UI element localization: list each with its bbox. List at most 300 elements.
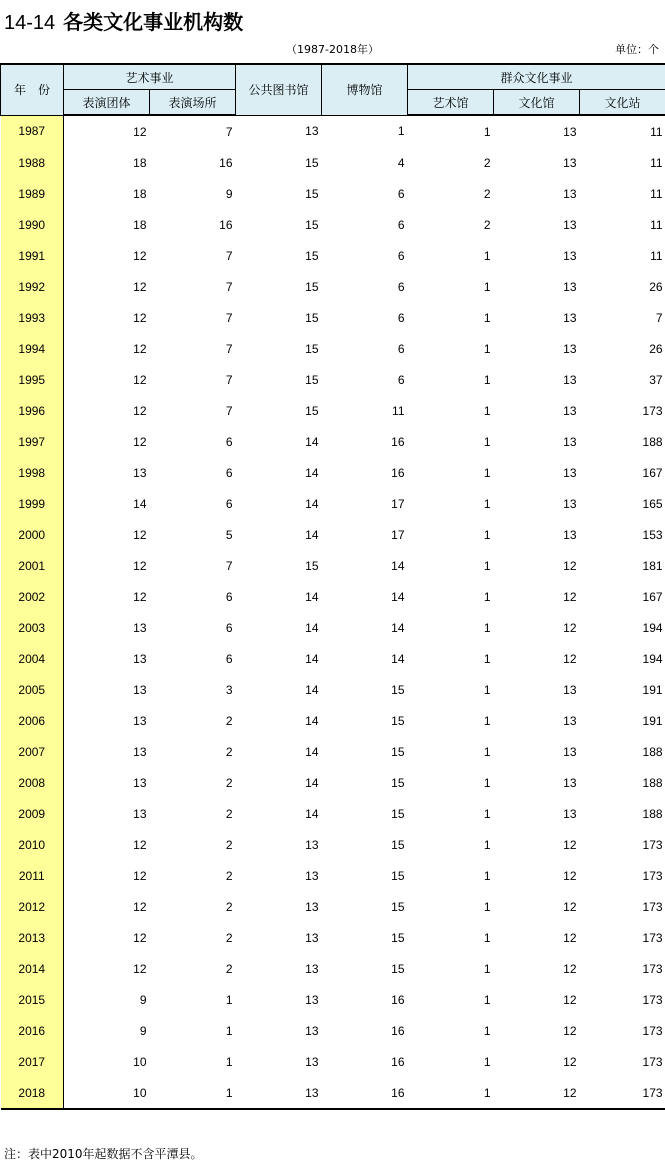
year-cell: 2006: [1, 705, 64, 736]
value-cell: 12: [133, 341, 147, 356]
header-culture-stations: 文化站: [580, 90, 665, 116]
year-range: （1987-2018年）: [286, 43, 379, 56]
value-cell: 14: [305, 713, 319, 728]
value-cell: 2: [225, 899, 233, 914]
table-row: [1, 488, 665, 519]
year-cell: 1991: [1, 240, 64, 271]
value-cell: 17: [391, 496, 405, 511]
value-cell: 12: [563, 1023, 577, 1038]
year-cell: 2013: [1, 922, 64, 953]
table-row: [1, 705, 665, 736]
value-cell: 12: [133, 434, 147, 449]
value-cell: 1: [483, 620, 491, 635]
table-row: [1, 115, 665, 147]
table-row: [1, 178, 665, 209]
table-row: [1, 829, 665, 860]
value-cell: 12: [563, 558, 577, 573]
value-cell: 13: [563, 186, 577, 201]
value-cell: 12: [563, 1054, 577, 1069]
value-cell: 6: [397, 186, 405, 201]
value-cell: 6: [397, 341, 405, 356]
value-cell: 14: [305, 465, 319, 480]
year-cell: 2000: [1, 519, 64, 550]
value-cell: 12: [133, 837, 147, 852]
value-cell: 15: [391, 775, 405, 790]
value-cell: 7: [225, 558, 233, 573]
value-cell: 15: [305, 217, 319, 232]
value-cell: 11: [392, 403, 405, 418]
value-cell: 12: [133, 899, 147, 914]
year-cell: 1999: [1, 488, 64, 519]
year-cell: 1990: [1, 209, 64, 240]
unit-label: 单位：个: [615, 43, 659, 56]
value-cell: 15: [391, 899, 405, 914]
value-cell: 15: [391, 744, 405, 759]
value-cell: 12: [133, 558, 147, 573]
value-cell: 13: [305, 1023, 319, 1038]
value-cell: 2: [225, 806, 233, 821]
value-cell: 188: [642, 775, 663, 790]
header-mass-culture: 群众文化事业: [408, 64, 665, 90]
year-cell: 1988: [1, 147, 64, 178]
value-cell: 12: [563, 589, 577, 604]
value-cell: 1: [225, 1023, 233, 1038]
value-cell: 13: [133, 806, 147, 821]
value-cell: 1: [225, 992, 233, 1007]
value-cell: 12: [133, 279, 147, 294]
value-cell: 6: [397, 372, 405, 387]
table-row: [1, 1015, 665, 1046]
value-cell: 181: [642, 558, 663, 573]
value-cell: 173: [642, 961, 663, 976]
year-cell: 1997: [1, 426, 64, 457]
value-cell: 6: [397, 279, 405, 294]
year-cell: 2010: [1, 829, 64, 860]
value-cell: 167: [642, 465, 663, 480]
table-row: [1, 953, 665, 984]
table-row: [1, 984, 665, 1015]
header-libraries: 公共图书馆: [236, 64, 322, 115]
value-cell: 188: [642, 744, 663, 759]
value-cell: 16: [322, 1077, 408, 1109]
value-cell: 15: [391, 806, 405, 821]
value-cell: 12: [133, 403, 147, 418]
value-cell: 13: [305, 992, 319, 1007]
value-cell: 173: [642, 1023, 663, 1038]
value-cell: 15: [305, 558, 319, 573]
value-cell: 18: [133, 186, 147, 201]
value-cell: 13: [563, 744, 577, 759]
value-cell: 13: [305, 837, 319, 852]
value-cell: 18: [133, 217, 147, 232]
value-cell: 14: [305, 620, 319, 635]
value-cell: 2: [483, 155, 491, 170]
value-cell: 13: [305, 930, 319, 945]
value-cell: 15: [305, 372, 319, 387]
value-cell: 12: [133, 961, 147, 976]
value-cell: 191: [642, 682, 663, 697]
table-header: [1, 64, 665, 115]
table-row: [1, 240, 665, 271]
table-row: [1, 798, 665, 829]
value-cell: 1: [483, 713, 491, 728]
footnote: 注：表中2010年起数据不含平潭县。: [4, 1147, 203, 1161]
value-cell: 13: [236, 1077, 322, 1109]
value-cell: 7: [225, 248, 233, 263]
value-cell: 188: [642, 806, 663, 821]
value-cell: 13: [563, 310, 577, 325]
value-cell: 1: [483, 434, 491, 449]
value-cell: 1: [483, 837, 491, 852]
value-cell: 153: [642, 527, 663, 542]
value-cell: 6: [225, 465, 233, 480]
page-title: [4, 6, 243, 35]
table-row: [1, 643, 665, 674]
value-cell: 13: [563, 434, 577, 449]
value-cell: 1: [483, 868, 491, 883]
table-row: [1, 1046, 665, 1077]
value-cell: 173: [580, 1077, 665, 1109]
value-cell: 14: [391, 651, 405, 666]
year-cell: 1993: [1, 302, 64, 333]
value-cell: 173: [642, 930, 663, 945]
year-cell: 2016: [1, 1015, 64, 1046]
data-table-container: [0, 63, 665, 1110]
year-cell: 2002: [1, 581, 64, 612]
value-cell: 15: [391, 713, 405, 728]
table-body: [1, 115, 665, 1109]
value-cell: 2: [225, 713, 233, 728]
value-cell: 15: [305, 248, 319, 263]
value-cell: 7: [225, 372, 233, 387]
value-cell: 1: [483, 806, 491, 821]
value-cell: 13: [563, 372, 577, 387]
value-cell: 12: [133, 527, 147, 542]
value-cell: 6: [225, 589, 233, 604]
year-cell: 2004: [1, 643, 64, 674]
table-row: [1, 922, 665, 953]
table-row: [1, 271, 665, 302]
value-cell: 9: [225, 186, 233, 201]
value-cell: 14: [305, 744, 319, 759]
value-cell: 26: [649, 279, 663, 294]
value-cell: 1: [483, 775, 491, 790]
value-cell: 1: [483, 682, 491, 697]
value-cell: 2: [225, 775, 233, 790]
value-cell: 1: [483, 341, 491, 356]
value-cell: 6: [225, 496, 233, 511]
value-cell: 1: [225, 1054, 233, 1069]
header-art-halls: 艺术馆: [408, 90, 494, 116]
value-cell: 12: [133, 248, 147, 263]
value-cell: 14: [305, 775, 319, 790]
value-cell: 15: [305, 403, 319, 418]
value-cell: 13: [133, 651, 147, 666]
table-row: [1, 519, 665, 550]
year-cell: 2008: [1, 767, 64, 798]
value-cell: 12: [494, 1077, 580, 1109]
value-cell: 191: [642, 713, 663, 728]
value-cell: 12: [563, 868, 577, 883]
value-cell: 15: [305, 155, 319, 170]
header-culture-halls: 文化馆: [494, 90, 580, 116]
value-cell: 13: [563, 403, 577, 418]
year-cell: 1998: [1, 457, 64, 488]
header-venues: 表演场所: [150, 90, 236, 116]
year-cell: 1994: [1, 333, 64, 364]
value-cell: 13: [563, 341, 577, 356]
value-cell: 12: [133, 589, 147, 604]
value-cell: 12: [133, 310, 147, 325]
value-cell: 2: [225, 744, 233, 759]
year-cell: 2012: [1, 891, 64, 922]
value-cell: 7: [655, 310, 663, 325]
value-cell: 6: [397, 248, 405, 263]
year-cell: 2014: [1, 953, 64, 984]
value-cell: 1: [483, 527, 491, 542]
table-number: 14-14: [4, 12, 56, 34]
value-cell: 14: [305, 434, 319, 449]
value-cell: 6: [225, 620, 233, 635]
value-cell: 16: [391, 1023, 405, 1038]
year-cell: 2001: [1, 550, 64, 581]
value-cell: 13: [563, 124, 577, 139]
table-row: [1, 612, 665, 643]
year-cell: 2015: [1, 984, 64, 1015]
table-row: [1, 891, 665, 922]
year-cell: 1996: [1, 395, 64, 426]
value-cell: 37: [649, 372, 663, 387]
value-cell: 1: [483, 372, 491, 387]
value-cell: 1: [483, 403, 491, 418]
value-cell: 173: [642, 403, 663, 418]
value-cell: 1: [483, 992, 491, 1007]
value-cell: 2: [225, 961, 233, 976]
table-row: [1, 674, 665, 705]
value-cell: 3: [225, 682, 233, 697]
value-cell: 173: [642, 868, 663, 883]
value-cell: 7: [225, 124, 233, 139]
value-cell: 14: [391, 558, 405, 573]
year-cell: 2011: [1, 860, 64, 891]
value-cell: 10: [64, 1077, 150, 1109]
value-cell: 5: [225, 527, 233, 542]
year-cell: 1989: [1, 178, 64, 209]
value-cell: 15: [391, 682, 405, 697]
value-cell: 12: [133, 868, 147, 883]
year-cell: 2009: [1, 798, 64, 829]
value-cell: 1: [483, 496, 491, 511]
value-cell: 13: [133, 744, 147, 759]
header-museums: 博物馆: [322, 64, 408, 115]
value-cell: 7: [225, 341, 233, 356]
value-cell: 15: [305, 341, 319, 356]
value-cell: 12: [563, 651, 577, 666]
value-cell: 13: [133, 775, 147, 790]
value-cell: 12: [133, 124, 147, 139]
value-cell: 13: [305, 1054, 319, 1069]
value-cell: 12: [563, 837, 577, 852]
value-cell: 15: [391, 868, 405, 883]
value-cell: 1: [483, 744, 491, 759]
value-cell: 13: [305, 899, 319, 914]
value-cell: 173: [642, 992, 663, 1007]
value-cell: 12: [563, 992, 577, 1007]
value-cell: 16: [219, 217, 233, 232]
value-cell: 13: [563, 155, 577, 170]
value-cell: 1: [483, 589, 491, 604]
value-cell: 14: [305, 527, 319, 542]
value-cell: 12: [133, 372, 147, 387]
value-cell: 13: [133, 465, 147, 480]
value-cell: 13: [563, 279, 577, 294]
value-cell: 13: [563, 496, 577, 511]
value-cell: 1: [483, 279, 491, 294]
table-row: [1, 426, 665, 457]
year-cell: 2003: [1, 612, 64, 643]
value-cell: 13: [563, 465, 577, 480]
value-cell: 1: [483, 1023, 491, 1038]
value-cell: 7: [225, 403, 233, 418]
value-cell: 12: [563, 620, 577, 635]
value-cell: 173: [642, 899, 663, 914]
value-cell: 1: [150, 1077, 236, 1109]
value-cell: 17: [391, 527, 405, 542]
table-row: [1, 767, 665, 798]
table-title: 各类文化事业机构数: [63, 10, 244, 34]
value-cell: 12: [563, 930, 577, 945]
value-cell: 13: [563, 775, 577, 790]
table-row: [1, 395, 665, 426]
value-cell: 1: [483, 899, 491, 914]
value-cell: 13: [305, 961, 319, 976]
table-row: [1, 147, 665, 178]
value-cell: 173: [642, 1054, 663, 1069]
value-cell: 26: [649, 341, 663, 356]
value-cell: 13: [133, 620, 147, 635]
value-cell: 188: [642, 434, 663, 449]
value-cell: 1: [483, 930, 491, 945]
value-cell: 7: [225, 279, 233, 294]
value-cell: 12: [563, 961, 577, 976]
value-cell: 14: [305, 651, 319, 666]
value-cell: 2: [225, 868, 233, 883]
value-cell: 6: [225, 651, 233, 666]
value-cell: 1: [483, 1054, 491, 1069]
value-cell: 14: [305, 589, 319, 604]
value-cell: 16: [391, 1054, 405, 1069]
header-year: 年 份: [1, 64, 64, 115]
value-cell: 15: [391, 837, 405, 852]
value-cell: 173: [642, 837, 663, 852]
value-cell: 6: [397, 310, 405, 325]
value-cell: 14: [391, 620, 405, 635]
value-cell: 11: [650, 217, 663, 232]
value-cell: 1: [408, 1077, 494, 1109]
data-table: [0, 63, 665, 1110]
value-cell: 194: [642, 651, 663, 666]
value-cell: 9: [139, 1023, 147, 1038]
value-cell: 12: [563, 899, 577, 914]
value-cell: 165: [642, 496, 663, 511]
value-cell: 15: [391, 930, 405, 945]
value-cell: 11: [650, 124, 663, 139]
value-cell: 1: [483, 558, 491, 573]
table-row: [1, 581, 665, 612]
value-cell: 1: [397, 124, 405, 139]
header-troupes: 表演团体: [64, 90, 150, 116]
value-cell: 9: [139, 992, 147, 1007]
table-row: [1, 860, 665, 891]
value-cell: 15: [305, 279, 319, 294]
value-cell: 6: [225, 434, 233, 449]
table-row: [1, 736, 665, 767]
value-cell: 11: [650, 248, 663, 263]
value-cell: 13: [563, 217, 577, 232]
value-cell: 13: [563, 713, 577, 728]
table-row: [1, 302, 665, 333]
year-cell: 2017: [1, 1046, 64, 1077]
value-cell: 18: [133, 155, 147, 170]
value-cell: 14: [305, 806, 319, 821]
value-cell: 14: [305, 682, 319, 697]
value-cell: 14: [391, 589, 405, 604]
value-cell: 14: [305, 496, 319, 511]
value-cell: 16: [391, 465, 405, 480]
year-cell: 2007: [1, 736, 64, 767]
value-cell: 13: [563, 248, 577, 263]
value-cell: 16: [391, 992, 405, 1007]
value-cell: 13: [563, 806, 577, 821]
year-cell: 1987: [1, 115, 64, 147]
value-cell: 167: [642, 589, 663, 604]
value-cell: 14: [133, 496, 147, 511]
value-cell: 13: [305, 124, 319, 139]
value-cell: 15: [305, 186, 319, 201]
value-cell: 16: [219, 155, 233, 170]
value-cell: 13: [133, 682, 147, 697]
value-cell: 7: [225, 310, 233, 325]
value-cell: 13: [305, 868, 319, 883]
table-row: [1, 550, 665, 581]
table-row: [1, 333, 665, 364]
value-cell: 15: [305, 310, 319, 325]
value-cell: 15: [391, 961, 405, 976]
table-row: [1, 457, 665, 488]
value-cell: 1: [483, 961, 491, 976]
value-cell: 16: [391, 434, 405, 449]
value-cell: 10: [133, 1054, 147, 1069]
value-cell: 13: [133, 713, 147, 728]
value-cell: 2: [483, 186, 491, 201]
table-row: [1, 1077, 665, 1109]
value-cell: 11: [650, 155, 663, 170]
value-cell: 13: [563, 527, 577, 542]
value-cell: 1: [483, 124, 491, 139]
value-cell: 1: [483, 465, 491, 480]
value-cell: 6: [397, 217, 405, 232]
value-cell: 2: [483, 217, 491, 232]
year-cell: 1995: [1, 364, 64, 395]
table-row: [1, 209, 665, 240]
value-cell: 1: [483, 248, 491, 263]
table-row: [1, 364, 665, 395]
year-cell: 1992: [1, 271, 64, 302]
value-cell: 13: [563, 682, 577, 697]
value-cell: 1: [483, 651, 491, 666]
value-cell: 1: [483, 310, 491, 325]
value-cell: 12: [133, 930, 147, 945]
